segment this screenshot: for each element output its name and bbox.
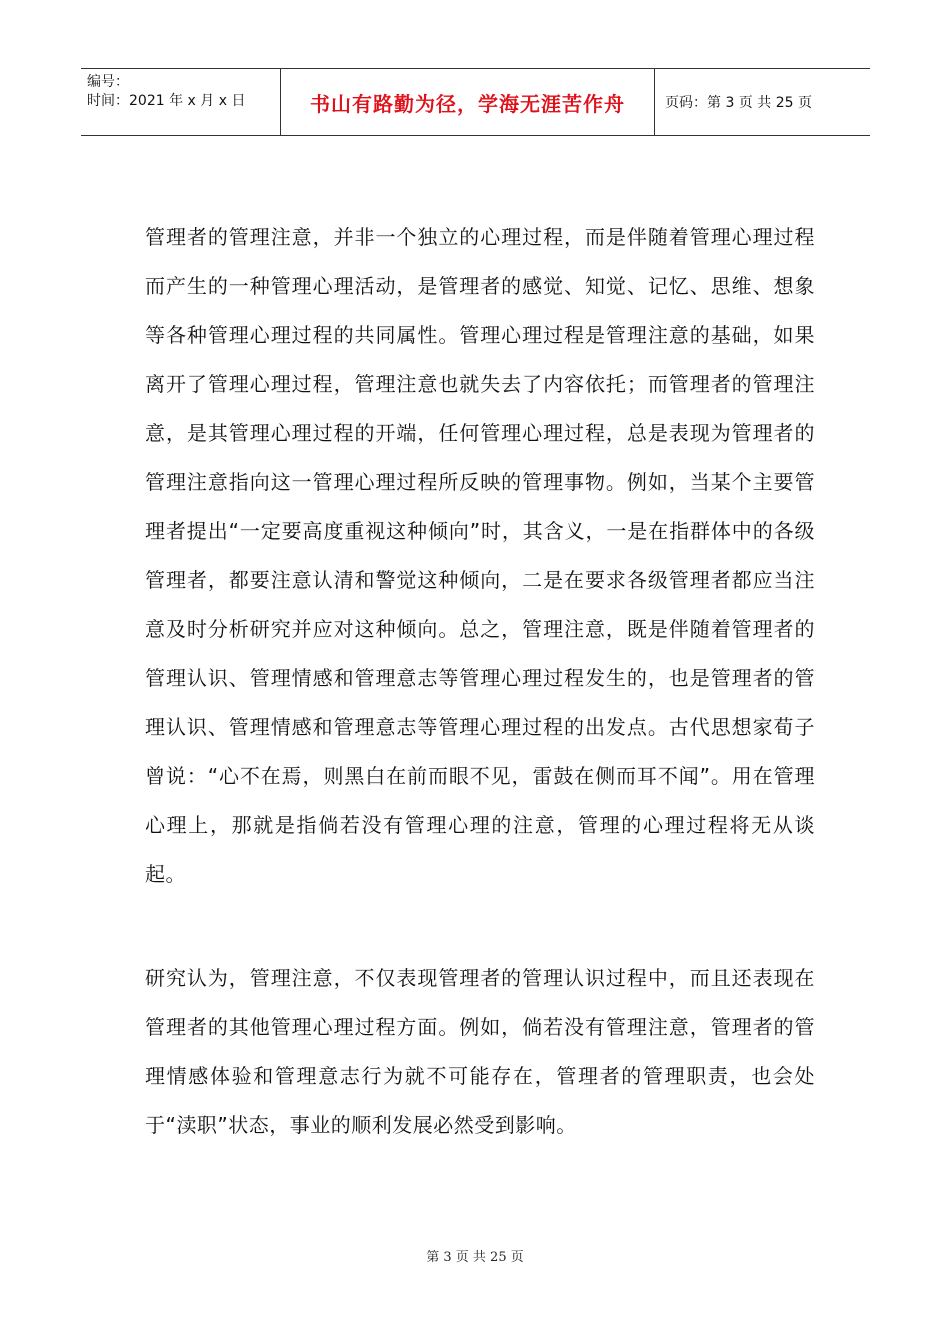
header-motto: 书山有路勤为径，学海无涯苦作舟 bbox=[281, 69, 655, 135]
document-number-label: 编号： bbox=[87, 74, 129, 90]
header-page-info: 页码：第 3 页 共 25 页 bbox=[665, 95, 812, 111]
body-paragraph-2: 研究认为，管理注意，不仅表现管理者的管理认识过程中，而且还表现在管理者的其他管理心理过程方面。例如，倘若没有管理注意，管理者的管理情感体验和管理意志行为就不可能存在，管理者的管理职责，也会处于“渎职”状态，事业的顺利发展必然受到影响。 bbox=[145, 966, 815, 1137]
page-footer: 第 3 页 共 25 页 bbox=[426, 1250, 524, 1265]
body-paragraph-1: 管理者的管理注意，并非一个独立的心理过程，而是伴随着管理心理过程而产生的一种管理心理活动，是管理者的感觉、知觉、记忆、思维、想象等各种管理心理过程的共同属性。管理心理过程是管理注意的基础，如果离开了管理心理过程，管理注意也就失去了内容依托；而管理者的管理注意，是其管理心理过程的开端，任何管理心理过程，总是表现为管理者的管理注意指向这一管理心理过程所反映的管理事物。例如，当某个主要管理者提出“一定要高度重视这种倾向”时，其含义，一是在指群体中的各级管理者，都要注意认清和警觉这种倾向，二是在要求各级管理者都应当注意及时分析研究并应对这种倾向。总之，管理注意，既是伴随着管理者的管理认识、管理情感和管理意志等管理心理过程发生的，也是管理者的管理认识、管理情感和管理意志等管理心理过程的出发点。古代思想家荀子曾说：“心不在焉，则黑白在前而眼不见，雷鼓在侧而耳不闻”。用在管理心理上，那就是指倘若没有管理心理的注意，管理的心理过程将无从谈起。 bbox=[145, 225, 815, 886]
document-date: 时间：2021 年 x 月 x 日 bbox=[87, 93, 246, 109]
document-body bbox=[145, 213, 815, 1150]
header-info-cell bbox=[81, 69, 281, 135]
page-header bbox=[81, 68, 870, 136]
